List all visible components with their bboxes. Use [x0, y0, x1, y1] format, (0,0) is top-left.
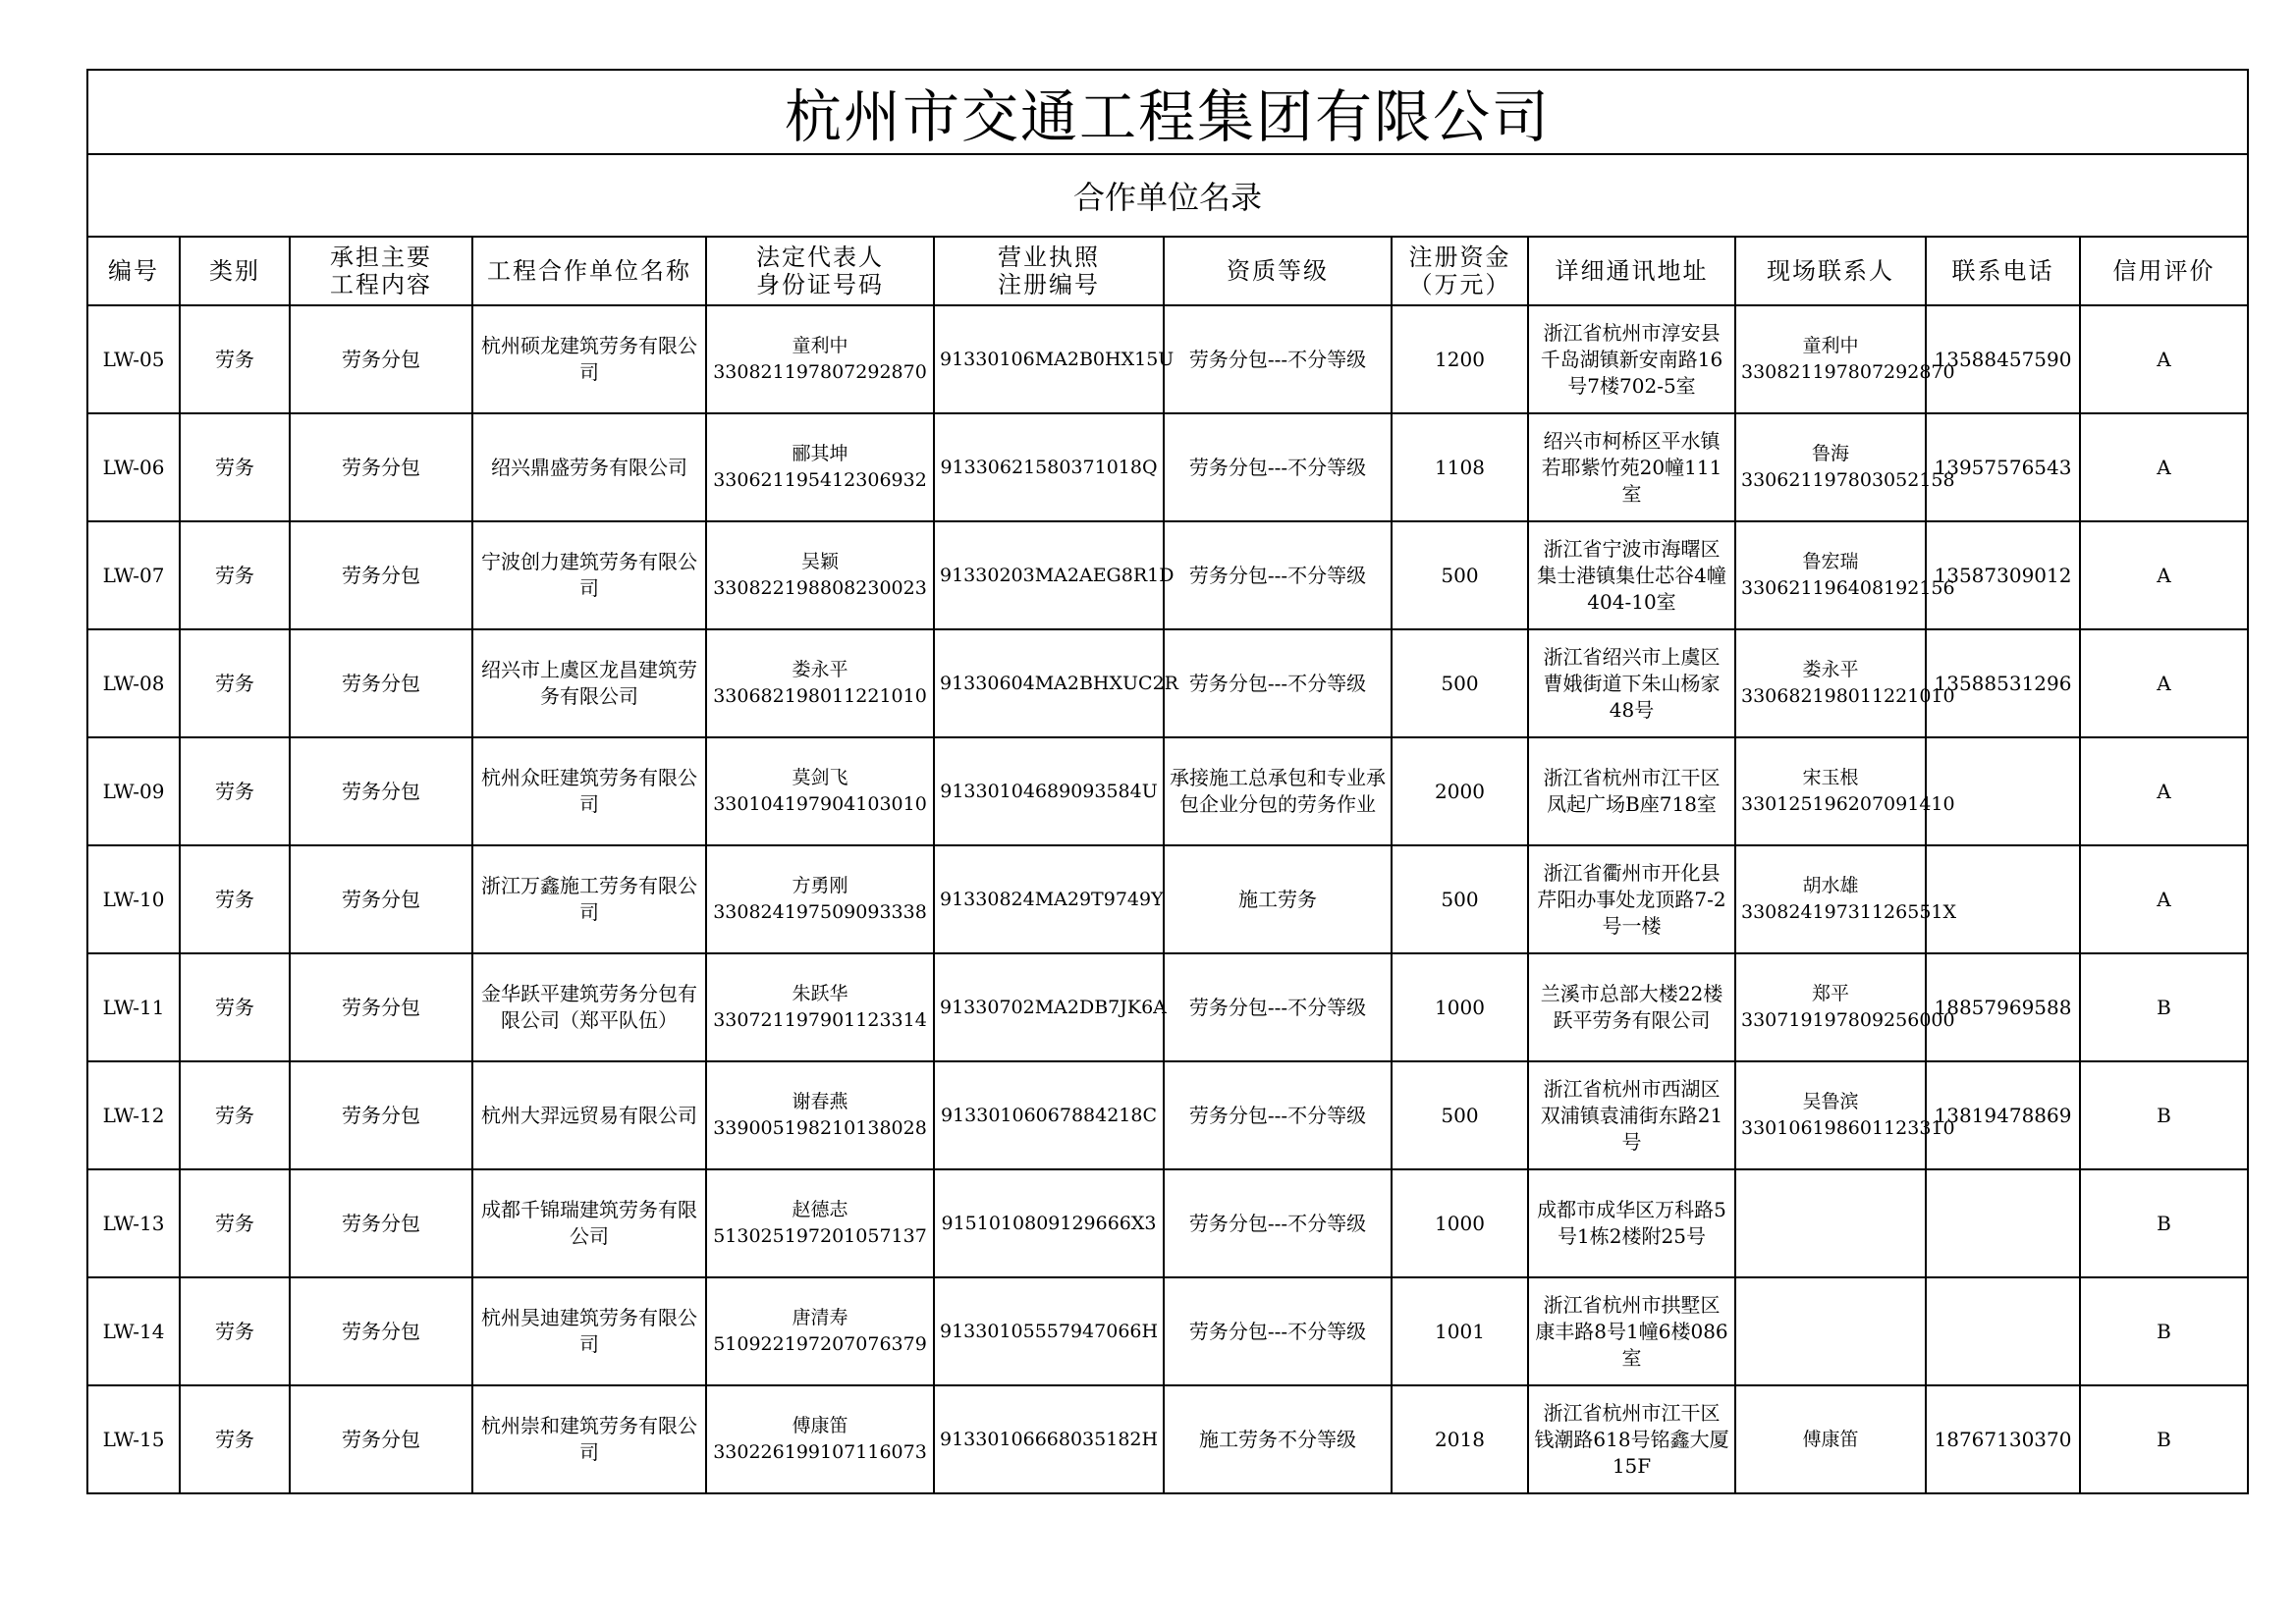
cell-address: 浙江省杭州市西湖区双浦镇袁浦街东路21号 — [1528, 1061, 1735, 1169]
header-license-line1: 营业执照 — [998, 243, 1100, 271]
cell-capital: 1200 — [1392, 305, 1528, 413]
cell-address: 浙江省杭州市江干区钱潮路618号铭鑫大厦15F — [1528, 1385, 1735, 1493]
cell-legal-rep — [706, 1277, 934, 1385]
table-row — [87, 305, 2248, 413]
cell-legal-rep — [706, 953, 934, 1061]
cell-company: 杭州昊迪建筑劳务有限公司 — [472, 1277, 706, 1385]
cell-category: 劳务 — [180, 1385, 290, 1493]
table-row — [87, 737, 2248, 845]
cell-id: LW-10 — [87, 845, 180, 953]
cell-category: 劳务 — [180, 1277, 290, 1385]
header-qualification: 资质等级 — [1164, 237, 1392, 305]
contact-name: 鲁海 — [1811, 443, 1849, 464]
cell-rating: A — [2080, 413, 2248, 521]
cell-license: 91330106MA2B0HX15U — [934, 305, 1164, 413]
table-row — [87, 1385, 2248, 1493]
contact-id: 33082419731126551X — [1741, 901, 1957, 923]
cell-rating: B — [2080, 1169, 2248, 1277]
legal-rep-id: 330682198011221010 — [713, 685, 927, 707]
cell-company: 成都千锦瑞建筑劳务有限公司 — [472, 1169, 706, 1277]
cell-qualification: 劳务分包---不分等级 — [1164, 521, 1392, 629]
cell-id: LW-15 — [87, 1385, 180, 1493]
cell-category: 劳务 — [180, 953, 290, 1061]
cell-legal-rep — [706, 737, 934, 845]
table-row — [87, 521, 2248, 629]
cell-company: 宁波创力建筑劳务有限公司 — [472, 521, 706, 629]
contact-id: 330682198011221010 — [1741, 685, 1955, 707]
cell-capital: 2018 — [1392, 1385, 1528, 1493]
cell-rating: A — [2080, 845, 2248, 953]
cell-rating: B — [2080, 953, 2248, 1061]
cell-company: 杭州大羿远贸易有限公司 — [472, 1061, 706, 1169]
cell-company: 杭州硕龙建筑劳务有限公司 — [472, 305, 706, 413]
cell-qualification: 劳务分包---不分等级 — [1164, 1061, 1392, 1169]
header-capital — [1392, 237, 1528, 305]
cell-work: 劳务分包 — [290, 1277, 472, 1385]
cell-license: 9151010809129666X3 — [934, 1169, 1164, 1277]
cell-work: 劳务分包 — [290, 1385, 472, 1493]
cell-phone — [1926, 1277, 2080, 1385]
table-row — [87, 629, 2248, 737]
contact-id: 330106198601123310 — [1741, 1117, 1955, 1139]
cell-category: 劳务 — [180, 305, 290, 413]
cell-capital: 500 — [1392, 521, 1528, 629]
cell-legal-rep — [706, 521, 934, 629]
cell-qualification: 劳务分包---不分等级 — [1164, 1277, 1392, 1385]
contact-id: 330621196408192156 — [1741, 577, 1955, 599]
cell-capital: 2000 — [1392, 737, 1528, 845]
cell-qualification: 承接施工总承包和专业承包企业分包的劳务作业 — [1164, 737, 1392, 845]
document-title: 杭州市交通工程集团有限公司 — [87, 70, 2248, 154]
cell-contact — [1735, 845, 1957, 953]
cell-capital: 500 — [1392, 629, 1528, 737]
cell-license: 91330105557947066H — [934, 1277, 1164, 1385]
cell-phone — [1926, 1169, 2080, 1277]
cell-phone — [1926, 737, 2080, 845]
cell-id: LW-08 — [87, 629, 180, 737]
contact-name: 鲁宏瑞 — [1802, 551, 1859, 572]
header-work-line1: 承担主要 — [330, 243, 432, 271]
cell-category: 劳务 — [180, 1061, 290, 1169]
header-category: 类别 — [180, 237, 290, 305]
cell-rating: A — [2080, 521, 2248, 629]
cell-category: 劳务 — [180, 629, 290, 737]
header-license-line2: 注册编号 — [998, 271, 1100, 298]
cell-rating: B — [2080, 1277, 2248, 1385]
cell-capital: 1000 — [1392, 953, 1528, 1061]
cell-address: 浙江省杭州市江干区凤起广场B座718室 — [1528, 737, 1735, 845]
cell-license: 91330702MA2DB7JK6A — [934, 953, 1164, 1061]
cell-phone: 13957576543 — [1926, 413, 2080, 521]
partner-roster-table — [86, 69, 2249, 1494]
cell-work: 劳务分包 — [290, 413, 472, 521]
cell-contact — [1735, 305, 1955, 413]
cell-company: 金华跃平建筑劳务分包有限公司（郑平队伍） — [472, 953, 706, 1061]
cell-contact — [1735, 1169, 1926, 1277]
cell-category: 劳务 — [180, 737, 290, 845]
cell-work: 劳务分包 — [290, 1169, 472, 1277]
cell-company: 绍兴市上虞区龙昌建筑劳务有限公司 — [472, 629, 706, 737]
cell-id: LW-12 — [87, 1061, 180, 1169]
cell-legal-rep — [706, 1385, 934, 1493]
cell-rating: A — [2080, 737, 2248, 845]
cell-phone: 13588531296 — [1926, 629, 2080, 737]
cell-company: 杭州崇和建筑劳务有限公司 — [472, 1385, 706, 1493]
cell-contact — [1735, 521, 1955, 629]
contact-name: 郑平 — [1811, 983, 1849, 1004]
cell-license: 91330824MA29T9749Y — [934, 845, 1164, 953]
cell-address: 浙江省杭州市拱墅区康丰路8号1幢6楼086室 — [1528, 1277, 1735, 1385]
header-legal — [706, 237, 934, 305]
cell-work: 劳务分包 — [290, 1061, 472, 1169]
cell-category: 劳务 — [180, 1169, 290, 1277]
cell-id: LW-07 — [87, 521, 180, 629]
contact-id: 330125196207091410 — [1741, 793, 1955, 815]
legal-rep-name: 傅康笛 — [792, 1415, 848, 1436]
contact-name: 童利中 — [1802, 335, 1859, 356]
header-license — [934, 237, 1164, 305]
legal-rep-id: 339005198210138028 — [713, 1117, 927, 1139]
cell-contact — [1735, 737, 1955, 845]
cell-rating: B — [2080, 1061, 2248, 1169]
cell-legal-rep — [706, 413, 934, 521]
cell-id: LW-11 — [87, 953, 180, 1061]
cell-phone: 13588457590 — [1926, 305, 2080, 413]
cell-phone — [1926, 845, 2080, 953]
cell-company: 浙江万鑫施工劳务有限公司 — [472, 845, 706, 953]
cell-category: 劳务 — [180, 413, 290, 521]
cell-legal-rep — [706, 1061, 934, 1169]
cell-address: 浙江省绍兴市上虞区曹娥街道下朱山杨家48号 — [1528, 629, 1735, 737]
cell-id: LW-05 — [87, 305, 180, 413]
table-row — [87, 845, 2248, 953]
header-address: 详细通讯地址 — [1528, 237, 1735, 305]
cell-category: 劳务 — [180, 521, 290, 629]
header-work-line2: 工程内容 — [330, 271, 432, 298]
contact-name: 傅康笛 — [1802, 1428, 1859, 1450]
legal-rep-id: 330621195412306932 — [713, 469, 927, 491]
cell-company: 杭州众旺建筑劳务有限公司 — [472, 737, 706, 845]
document-subtitle: 合作单位名录 — [87, 154, 2248, 237]
cell-contact — [1735, 953, 1955, 1061]
cell-capital: 500 — [1392, 845, 1528, 953]
legal-rep-name: 郦其坤 — [792, 443, 848, 464]
contact-name: 胡水雄 — [1802, 875, 1859, 896]
table-row — [87, 1169, 2248, 1277]
cell-address: 成都市成华区万科路5号1栋2楼附25号 — [1528, 1169, 1735, 1277]
header-capital-line1: 注册资金 — [1408, 243, 1511, 271]
cell-rating: B — [2080, 1385, 2248, 1493]
cell-license: 91330604MA2BHXUC2R — [934, 629, 1164, 737]
contact-name: 宋玉根 — [1802, 767, 1859, 788]
cell-license: 91330621580371018Q — [934, 413, 1164, 521]
legal-rep-id: 513025197201057137 — [713, 1225, 927, 1247]
cell-qualification: 劳务分包---不分等级 — [1164, 1169, 1392, 1277]
cell-legal-rep — [706, 1169, 934, 1277]
cell-legal-rep — [706, 845, 934, 953]
cell-license: 91330106067884218C — [934, 1061, 1164, 1169]
cell-qualification: 施工劳务不分等级 — [1164, 1385, 1392, 1493]
cell-capital: 1108 — [1392, 413, 1528, 521]
legal-rep-name: 吴颖 — [800, 551, 839, 572]
legal-rep-id: 330226199107116073 — [713, 1441, 927, 1463]
cell-contact — [1735, 629, 1955, 737]
header-rating: 信用评价 — [2080, 237, 2248, 305]
header-id: 编号 — [87, 237, 180, 305]
header-phone: 联系电话 — [1926, 237, 2080, 305]
cell-license: 91330104689093584U — [934, 737, 1164, 845]
cell-id: LW-06 — [87, 413, 180, 521]
table-row — [87, 953, 2248, 1061]
header-contact: 现场联系人 — [1735, 237, 1926, 305]
legal-rep-id: 330104197904103010 — [713, 793, 927, 815]
header-capital-line2: （万元） — [1408, 271, 1511, 298]
cell-rating: A — [2080, 629, 2248, 737]
cell-license: 91330203MA2AEG8R1D — [934, 521, 1164, 629]
contact-id: 330719197809256000 — [1741, 1009, 1955, 1031]
cell-work: 劳务分包 — [290, 305, 472, 413]
legal-rep-id: 510922197207076379 — [713, 1333, 927, 1355]
cell-address: 浙江省衢州市开化县芹阳办事处龙顶路7-2号一楼 — [1528, 845, 1735, 953]
cell-work: 劳务分包 — [290, 629, 472, 737]
header-work — [290, 237, 472, 305]
legal-rep-id: 330721197901123314 — [713, 1009, 927, 1031]
legal-rep-name: 莫剑飞 — [792, 767, 848, 788]
cell-qualification: 施工劳务 — [1164, 845, 1392, 953]
cell-phone: 13587309012 — [1926, 521, 2080, 629]
legal-rep-name: 谢春燕 — [792, 1091, 848, 1112]
cell-capital: 500 — [1392, 1061, 1528, 1169]
cell-address: 兰溪市总部大楼22楼跃平劳务有限公司 — [1528, 953, 1735, 1061]
legal-rep-name: 朱跃华 — [792, 983, 848, 1004]
cell-address: 浙江省杭州市淳安县千岛湖镇新安南路16号7楼702-5室 — [1528, 305, 1735, 413]
contact-id: 330821197807292870 — [1741, 361, 1955, 383]
legal-rep-name: 唐清寿 — [792, 1307, 848, 1328]
cell-qualification: 劳务分包---不分等级 — [1164, 629, 1392, 737]
contact-name: 娄永平 — [1802, 659, 1859, 680]
contact-id: 330621197803052158 — [1741, 469, 1955, 491]
cell-license: 91330106668035182H — [934, 1385, 1164, 1493]
cell-contact — [1735, 413, 1955, 521]
cell-id: LW-13 — [87, 1169, 180, 1277]
cell-work: 劳务分包 — [290, 521, 472, 629]
cell-legal-rep — [706, 305, 934, 413]
cell-company: 绍兴鼎盛劳务有限公司 — [472, 413, 706, 521]
cell-capital: 1000 — [1392, 1169, 1528, 1277]
cell-contact — [1735, 1385, 1926, 1493]
header-company: 工程合作单位名称 — [472, 237, 706, 305]
legal-rep-id: 330824197509093338 — [713, 901, 927, 923]
cell-address: 浙江省宁波市海曙区集士港镇集仕芯谷4幢404-10室 — [1528, 521, 1735, 629]
legal-rep-name: 方勇刚 — [792, 875, 848, 896]
table-row — [87, 1061, 2248, 1169]
cell-contact — [1735, 1277, 1926, 1385]
cell-contact — [1735, 1061, 1955, 1169]
cell-work: 劳务分包 — [290, 737, 472, 845]
cell-rating: A — [2080, 305, 2248, 413]
cell-address: 绍兴市柯桥区平水镇若耶紫竹苑20幢111室 — [1528, 413, 1735, 521]
cell-id: LW-09 — [87, 737, 180, 845]
cell-phone: 18857969588 — [1926, 953, 2080, 1061]
legal-rep-id: 330821197807292870 — [713, 361, 927, 383]
cell-phone: 18767130370 — [1926, 1385, 2080, 1493]
table-row — [87, 1277, 2248, 1385]
cell-work: 劳务分包 — [290, 845, 472, 953]
table-body — [87, 305, 2248, 1493]
contact-name: 吴鲁滨 — [1802, 1091, 1859, 1112]
header-legal-line1: 法定代表人 — [756, 243, 884, 271]
legal-rep-name: 娄永平 — [792, 659, 848, 680]
legal-rep-name: 赵德志 — [792, 1199, 848, 1220]
header-legal-line2: 身份证号码 — [756, 271, 884, 298]
cell-category: 劳务 — [180, 845, 290, 953]
legal-rep-name: 童利中 — [792, 335, 848, 356]
legal-rep-id: 330822198808230023 — [713, 577, 927, 599]
table-row — [87, 413, 2248, 521]
cell-work: 劳务分包 — [290, 953, 472, 1061]
cell-capital: 1001 — [1392, 1277, 1528, 1385]
cell-qualification: 劳务分包---不分等级 — [1164, 305, 1392, 413]
cell-qualification: 劳务分包---不分等级 — [1164, 953, 1392, 1061]
cell-qualification: 劳务分包---不分等级 — [1164, 413, 1392, 521]
table-header-row — [87, 237, 2248, 305]
cell-id: LW-14 — [87, 1277, 180, 1385]
cell-phone: 13819478869 — [1926, 1061, 2080, 1169]
cell-legal-rep — [706, 629, 934, 737]
